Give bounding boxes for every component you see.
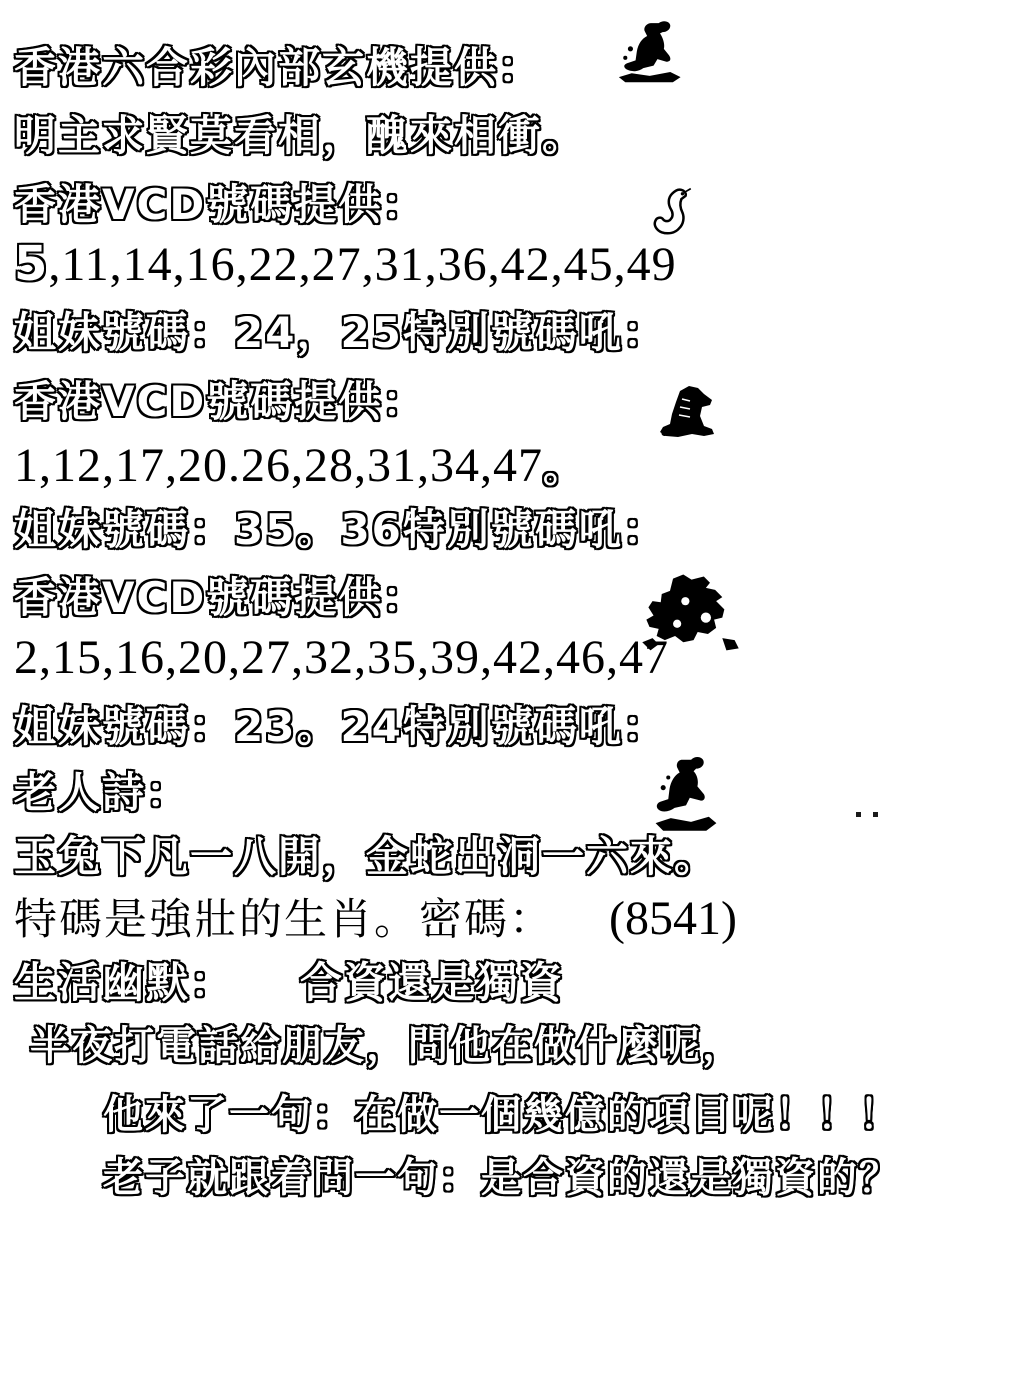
vcd-numbers-3: 2,15,16,20,27,32,35,39,42,46,47: [14, 631, 669, 684]
hollow-digit: 5: [14, 236, 49, 292]
vcd-numbers-1: [14, 236, 677, 292]
oldman-poem-line: 玉兔下凡一八開，金蛇出洞一六來。: [14, 832, 719, 881]
humor-line-2: 他來了一句：在做一個幾億的項目呢！！！: [103, 1092, 901, 1138]
humor-line-3: 老子就跟着問一句：是合資的還是獨資的？: [103, 1155, 901, 1201]
humor-label: 生活幽默：: [14, 958, 235, 1007]
sisters-line-3: 姐妹號碼：23。24特別號碼吼：: [14, 702, 667, 751]
numbers-text: 1,12,17,20.26,28,31,34,47: [14, 439, 543, 492]
oldman-poem-label: 老人詩：: [14, 768, 191, 817]
humor-line-1: 半夜打電話給朋友，問他在做什麼呢，: [30, 1023, 744, 1069]
special-code-value: (8541): [609, 892, 737, 945]
vcd-header-3: 香港VCD號碼提供：: [14, 573, 427, 622]
humor-title: 合資還是獨資: [300, 958, 565, 1007]
vcd-header-2: 香港VCD號碼提供：: [14, 377, 427, 426]
ink-speck: [873, 812, 878, 817]
special-code-text: 特碼是強壯的生肖。密碼：: [14, 897, 554, 944]
monkey-icon: [612, 18, 690, 95]
hollow-period: 。: [543, 445, 584, 491]
vcd-numbers-2: [14, 436, 584, 493]
special-code-line: [14, 886, 737, 947]
motto-line: 明主求賢莫看相，醜來相衝。: [14, 111, 587, 160]
sheet-title: 香港六合彩內部玄機提供：: [14, 43, 543, 92]
numbers-text: ,11,14,16,22,27,31,36,42,45,49: [48, 238, 677, 291]
vcd-header-1: 香港VCD號碼提供：: [14, 180, 427, 229]
sisters-line-1: 姐妹號碼：24，25特別號碼吼：: [14, 308, 667, 357]
ink-speck: [856, 812, 861, 817]
tiger-icon: [652, 380, 722, 449]
sisters-line-2: 姐妹號碼：35。36特別號碼吼：: [14, 505, 667, 554]
